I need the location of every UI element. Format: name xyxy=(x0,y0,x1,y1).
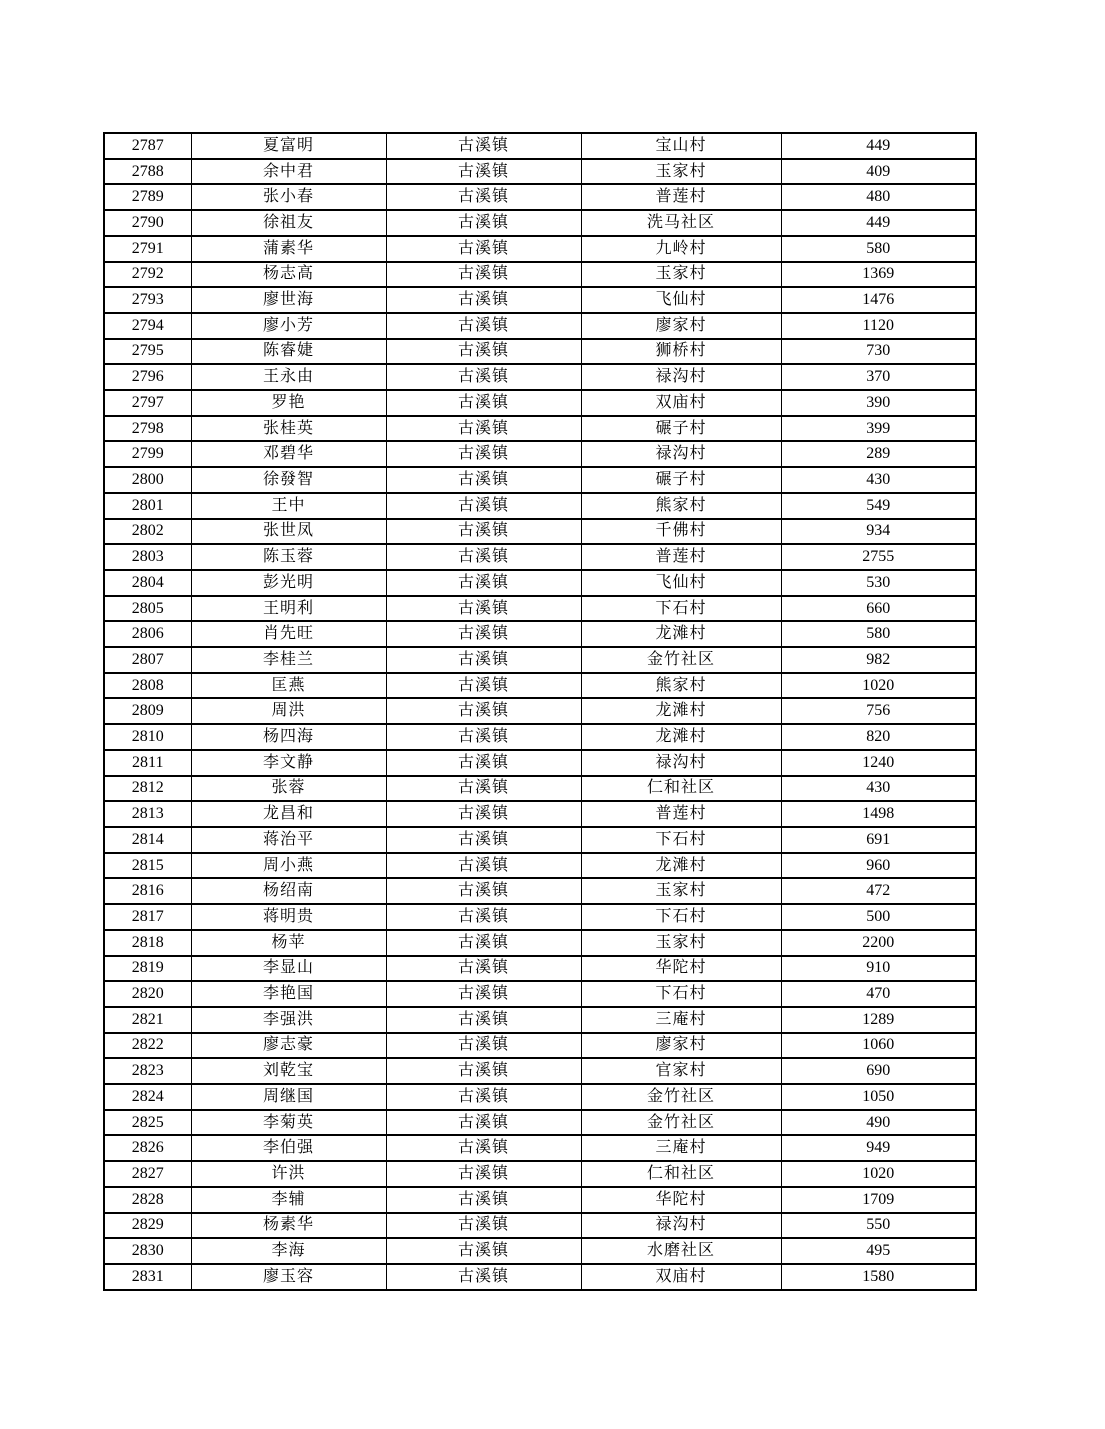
cell-amount: 1050 xyxy=(781,1084,976,1110)
cell-village: 禄沟村 xyxy=(581,364,781,390)
cell-town: 古溪镇 xyxy=(386,1264,581,1290)
table-row xyxy=(104,1135,976,1161)
cell-village: 水磨社区 xyxy=(581,1238,781,1264)
cell-town: 古溪镇 xyxy=(386,1033,581,1059)
cell-amount: 1120 xyxy=(781,313,976,339)
table-row xyxy=(104,159,976,185)
table-row xyxy=(104,904,976,930)
table-row xyxy=(104,364,976,390)
cell-town: 古溪镇 xyxy=(386,853,581,879)
cell-serial: 2824 xyxy=(104,1084,191,1110)
cell-town: 古溪镇 xyxy=(386,673,581,699)
cell-amount: 550 xyxy=(781,1213,976,1239)
cell-serial: 2792 xyxy=(104,262,191,288)
cell-village: 禄沟村 xyxy=(581,1213,781,1239)
cell-town: 古溪镇 xyxy=(386,210,581,236)
cell-name: 张桂英 xyxy=(191,416,386,442)
cell-amount: 910 xyxy=(781,956,976,982)
table-row xyxy=(104,647,976,673)
table-row xyxy=(104,596,976,622)
cell-name: 李伯强 xyxy=(191,1135,386,1161)
table-row xyxy=(104,416,976,442)
cell-amount: 289 xyxy=(781,441,976,467)
table-row xyxy=(104,1238,976,1264)
cell-serial: 2788 xyxy=(104,159,191,185)
cell-town: 古溪镇 xyxy=(386,339,581,365)
table-row xyxy=(104,236,976,262)
cell-amount: 430 xyxy=(781,467,976,493)
cell-village: 龙滩村 xyxy=(581,724,781,750)
table-row xyxy=(104,1264,976,1290)
table-row xyxy=(104,956,976,982)
table-row xyxy=(104,339,976,365)
table-row xyxy=(104,853,976,879)
cell-amount: 949 xyxy=(781,1135,976,1161)
cell-amount: 1020 xyxy=(781,673,976,699)
records-table-body xyxy=(104,133,976,1290)
cell-village: 下石村 xyxy=(581,904,781,930)
cell-name: 龙昌和 xyxy=(191,801,386,827)
cell-name: 陈睿婕 xyxy=(191,339,386,365)
cell-town: 古溪镇 xyxy=(386,801,581,827)
cell-serial: 2828 xyxy=(104,1187,191,1213)
cell-town: 古溪镇 xyxy=(386,956,581,982)
cell-serial: 2809 xyxy=(104,698,191,724)
cell-name: 罗艳 xyxy=(191,390,386,416)
cell-town: 古溪镇 xyxy=(386,390,581,416)
cell-name: 李文静 xyxy=(191,750,386,776)
cell-name: 刘乾宝 xyxy=(191,1058,386,1084)
cell-serial: 2820 xyxy=(104,981,191,1007)
cell-serial: 2814 xyxy=(104,827,191,853)
cell-village: 普莲村 xyxy=(581,184,781,210)
cell-amount: 470 xyxy=(781,981,976,1007)
table-row xyxy=(104,1007,976,1033)
cell-village: 玉家村 xyxy=(581,878,781,904)
cell-name: 许洪 xyxy=(191,1161,386,1187)
cell-amount: 390 xyxy=(781,390,976,416)
cell-name: 廖玉容 xyxy=(191,1264,386,1290)
cell-serial: 2808 xyxy=(104,673,191,699)
cell-amount: 730 xyxy=(781,339,976,365)
table-row xyxy=(104,1033,976,1059)
cell-village: 下石村 xyxy=(581,827,781,853)
table-row xyxy=(104,210,976,236)
cell-town: 古溪镇 xyxy=(386,287,581,313)
cell-town: 古溪镇 xyxy=(386,416,581,442)
cell-serial: 2791 xyxy=(104,236,191,262)
cell-village: 龙滩村 xyxy=(581,621,781,647)
cell-amount: 1498 xyxy=(781,801,976,827)
table-row xyxy=(104,519,976,545)
cell-serial: 2802 xyxy=(104,519,191,545)
cell-town: 古溪镇 xyxy=(386,441,581,467)
cell-town: 古溪镇 xyxy=(386,1084,581,1110)
cell-name: 周继国 xyxy=(191,1084,386,1110)
cell-name: 杨志高 xyxy=(191,262,386,288)
cell-town: 古溪镇 xyxy=(386,1238,581,1264)
cell-amount: 982 xyxy=(781,647,976,673)
cell-town: 古溪镇 xyxy=(386,647,581,673)
cell-amount: 580 xyxy=(781,621,976,647)
cell-town: 古溪镇 xyxy=(386,1058,581,1084)
cell-serial: 2831 xyxy=(104,1264,191,1290)
cell-name: 余中君 xyxy=(191,159,386,185)
cell-amount: 1580 xyxy=(781,1264,976,1290)
cell-serial: 2811 xyxy=(104,750,191,776)
cell-amount: 756 xyxy=(781,698,976,724)
cell-amount: 690 xyxy=(781,1058,976,1084)
cell-serial: 2806 xyxy=(104,621,191,647)
cell-amount: 1060 xyxy=(781,1033,976,1059)
cell-name: 李菊英 xyxy=(191,1110,386,1136)
records-table xyxy=(103,132,977,1291)
cell-amount: 495 xyxy=(781,1238,976,1264)
cell-name: 徐發智 xyxy=(191,467,386,493)
cell-serial: 2787 xyxy=(104,133,191,159)
cell-name: 蒋治平 xyxy=(191,827,386,853)
cell-village: 飞仙村 xyxy=(581,570,781,596)
cell-village: 仁和社区 xyxy=(581,1161,781,1187)
cell-amount: 1289 xyxy=(781,1007,976,1033)
cell-town: 古溪镇 xyxy=(386,1213,581,1239)
cell-amount: 691 xyxy=(781,827,976,853)
cell-town: 古溪镇 xyxy=(386,1135,581,1161)
table-row xyxy=(104,313,976,339)
cell-town: 古溪镇 xyxy=(386,236,581,262)
table-row xyxy=(104,1213,976,1239)
cell-name: 匡燕 xyxy=(191,673,386,699)
cell-name: 李显山 xyxy=(191,956,386,982)
cell-village: 玉家村 xyxy=(581,159,781,185)
cell-serial: 2794 xyxy=(104,313,191,339)
cell-village: 龙滩村 xyxy=(581,853,781,879)
cell-town: 古溪镇 xyxy=(386,493,581,519)
cell-name: 张蓉 xyxy=(191,776,386,802)
cell-village: 宝山村 xyxy=(581,133,781,159)
cell-amount: 1476 xyxy=(781,287,976,313)
cell-serial: 2790 xyxy=(104,210,191,236)
table-row xyxy=(104,1110,976,1136)
cell-town: 古溪镇 xyxy=(386,981,581,1007)
cell-serial: 2804 xyxy=(104,570,191,596)
table-row xyxy=(104,724,976,750)
cell-town: 古溪镇 xyxy=(386,1187,581,1213)
cell-serial: 2822 xyxy=(104,1033,191,1059)
cell-town: 古溪镇 xyxy=(386,596,581,622)
cell-village: 千佛村 xyxy=(581,519,781,545)
cell-name: 周小燕 xyxy=(191,853,386,879)
cell-amount: 1709 xyxy=(781,1187,976,1213)
cell-serial: 2818 xyxy=(104,930,191,956)
cell-serial: 2826 xyxy=(104,1135,191,1161)
cell-amount: 1369 xyxy=(781,262,976,288)
cell-town: 古溪镇 xyxy=(386,313,581,339)
table-row xyxy=(104,698,976,724)
cell-name: 蒲素华 xyxy=(191,236,386,262)
cell-village: 仁和社区 xyxy=(581,776,781,802)
cell-amount: 820 xyxy=(781,724,976,750)
cell-town: 古溪镇 xyxy=(386,750,581,776)
cell-town: 古溪镇 xyxy=(386,133,581,159)
cell-amount: 580 xyxy=(781,236,976,262)
cell-village: 官家村 xyxy=(581,1058,781,1084)
cell-amount: 1240 xyxy=(781,750,976,776)
cell-town: 古溪镇 xyxy=(386,159,581,185)
cell-name: 杨四海 xyxy=(191,724,386,750)
cell-town: 古溪镇 xyxy=(386,364,581,390)
cell-serial: 2812 xyxy=(104,776,191,802)
cell-name: 杨苹 xyxy=(191,930,386,956)
cell-town: 古溪镇 xyxy=(386,776,581,802)
cell-village: 下石村 xyxy=(581,596,781,622)
table-row xyxy=(104,544,976,570)
cell-serial: 2799 xyxy=(104,441,191,467)
table-row xyxy=(104,1187,976,1213)
table-row xyxy=(104,390,976,416)
cell-village: 熊家村 xyxy=(581,493,781,519)
cell-serial: 2823 xyxy=(104,1058,191,1084)
cell-name: 廖小芳 xyxy=(191,313,386,339)
cell-town: 古溪镇 xyxy=(386,827,581,853)
table-row xyxy=(104,133,976,159)
cell-name: 廖志豪 xyxy=(191,1033,386,1059)
table-row xyxy=(104,878,976,904)
cell-name: 李强洪 xyxy=(191,1007,386,1033)
cell-serial: 2819 xyxy=(104,956,191,982)
cell-serial: 2798 xyxy=(104,416,191,442)
cell-village: 双庙村 xyxy=(581,1264,781,1290)
cell-amount: 1020 xyxy=(781,1161,976,1187)
cell-town: 古溪镇 xyxy=(386,621,581,647)
cell-name: 杨素华 xyxy=(191,1213,386,1239)
cell-town: 古溪镇 xyxy=(386,1161,581,1187)
cell-town: 古溪镇 xyxy=(386,262,581,288)
cell-town: 古溪镇 xyxy=(386,467,581,493)
table-row xyxy=(104,750,976,776)
cell-name: 王永由 xyxy=(191,364,386,390)
table-row xyxy=(104,493,976,519)
cell-amount: 472 xyxy=(781,878,976,904)
cell-serial: 2825 xyxy=(104,1110,191,1136)
cell-serial: 2829 xyxy=(104,1213,191,1239)
cell-village: 三庵村 xyxy=(581,1135,781,1161)
cell-serial: 2796 xyxy=(104,364,191,390)
cell-serial: 2810 xyxy=(104,724,191,750)
cell-amount: 960 xyxy=(781,853,976,879)
cell-serial: 2801 xyxy=(104,493,191,519)
cell-serial: 2807 xyxy=(104,647,191,673)
cell-village: 普莲村 xyxy=(581,544,781,570)
cell-serial: 2803 xyxy=(104,544,191,570)
cell-village: 禄沟村 xyxy=(581,750,781,776)
cell-name: 张小春 xyxy=(191,184,386,210)
cell-name: 夏富明 xyxy=(191,133,386,159)
cell-amount: 549 xyxy=(781,493,976,519)
cell-serial: 2805 xyxy=(104,596,191,622)
cell-village: 普莲村 xyxy=(581,801,781,827)
cell-serial: 2797 xyxy=(104,390,191,416)
cell-name: 蒋明贵 xyxy=(191,904,386,930)
cell-name: 邓碧华 xyxy=(191,441,386,467)
table-row xyxy=(104,184,976,210)
cell-village: 禄沟村 xyxy=(581,441,781,467)
cell-name: 肖先旺 xyxy=(191,621,386,647)
cell-serial: 2795 xyxy=(104,339,191,365)
cell-serial: 2793 xyxy=(104,287,191,313)
cell-village: 熊家村 xyxy=(581,673,781,699)
table-row xyxy=(104,570,976,596)
table-row xyxy=(104,673,976,699)
table-row xyxy=(104,1058,976,1084)
cell-name: 杨绍南 xyxy=(191,878,386,904)
cell-town: 古溪镇 xyxy=(386,698,581,724)
table-row xyxy=(104,827,976,853)
cell-name: 李辅 xyxy=(191,1187,386,1213)
cell-name: 李艳国 xyxy=(191,981,386,1007)
cell-amount: 2200 xyxy=(781,930,976,956)
cell-amount: 490 xyxy=(781,1110,976,1136)
table-row xyxy=(104,441,976,467)
cell-amount: 409 xyxy=(781,159,976,185)
cell-village: 玉家村 xyxy=(581,930,781,956)
cell-town: 古溪镇 xyxy=(386,184,581,210)
cell-amount: 530 xyxy=(781,570,976,596)
cell-amount: 449 xyxy=(781,210,976,236)
cell-serial: 2830 xyxy=(104,1238,191,1264)
table-row xyxy=(104,467,976,493)
cell-town: 古溪镇 xyxy=(386,570,581,596)
cell-name: 李海 xyxy=(191,1238,386,1264)
cell-name: 廖世海 xyxy=(191,287,386,313)
table-row xyxy=(104,981,976,1007)
cell-village: 玉家村 xyxy=(581,262,781,288)
cell-name: 徐祖友 xyxy=(191,210,386,236)
cell-village: 九岭村 xyxy=(581,236,781,262)
table-row xyxy=(104,776,976,802)
cell-name: 王中 xyxy=(191,493,386,519)
cell-village: 金竹社区 xyxy=(581,1110,781,1136)
cell-village: 龙滩村 xyxy=(581,698,781,724)
cell-town: 古溪镇 xyxy=(386,1110,581,1136)
cell-village: 华陀村 xyxy=(581,1187,781,1213)
cell-village: 狮桥村 xyxy=(581,339,781,365)
table-row xyxy=(104,262,976,288)
cell-village: 双庙村 xyxy=(581,390,781,416)
cell-village: 廖家村 xyxy=(581,313,781,339)
table-row xyxy=(104,287,976,313)
cell-amount: 480 xyxy=(781,184,976,210)
cell-village: 碾子村 xyxy=(581,416,781,442)
cell-serial: 2827 xyxy=(104,1161,191,1187)
table-row xyxy=(104,1161,976,1187)
cell-town: 古溪镇 xyxy=(386,930,581,956)
cell-name: 张世凤 xyxy=(191,519,386,545)
table-row xyxy=(104,621,976,647)
cell-town: 古溪镇 xyxy=(386,904,581,930)
cell-serial: 2816 xyxy=(104,878,191,904)
cell-village: 飞仙村 xyxy=(581,287,781,313)
table-row xyxy=(104,1084,976,1110)
cell-serial: 2815 xyxy=(104,853,191,879)
table-row xyxy=(104,801,976,827)
cell-village: 下石村 xyxy=(581,981,781,1007)
cell-town: 古溪镇 xyxy=(386,1007,581,1033)
cell-amount: 370 xyxy=(781,364,976,390)
cell-town: 古溪镇 xyxy=(386,724,581,750)
cell-village: 三庵村 xyxy=(581,1007,781,1033)
cell-serial: 2800 xyxy=(104,467,191,493)
cell-town: 古溪镇 xyxy=(386,544,581,570)
cell-village: 金竹社区 xyxy=(581,1084,781,1110)
cell-amount: 660 xyxy=(781,596,976,622)
table-row xyxy=(104,930,976,956)
cell-serial: 2821 xyxy=(104,1007,191,1033)
cell-village: 金竹社区 xyxy=(581,647,781,673)
cell-name: 李桂兰 xyxy=(191,647,386,673)
cell-amount: 934 xyxy=(781,519,976,545)
cell-town: 古溪镇 xyxy=(386,878,581,904)
cell-name: 彭光明 xyxy=(191,570,386,596)
cell-village: 洗马社区 xyxy=(581,210,781,236)
cell-amount: 430 xyxy=(781,776,976,802)
cell-amount: 500 xyxy=(781,904,976,930)
cell-village: 碾子村 xyxy=(581,467,781,493)
cell-name: 周洪 xyxy=(191,698,386,724)
cell-serial: 2789 xyxy=(104,184,191,210)
cell-amount: 2755 xyxy=(781,544,976,570)
cell-town: 古溪镇 xyxy=(386,519,581,545)
cell-amount: 449 xyxy=(781,133,976,159)
cell-name: 陈玉蓉 xyxy=(191,544,386,570)
cell-name: 王明利 xyxy=(191,596,386,622)
cell-serial: 2813 xyxy=(104,801,191,827)
cell-village: 华陀村 xyxy=(581,956,781,982)
cell-serial: 2817 xyxy=(104,904,191,930)
cell-village: 廖家村 xyxy=(581,1033,781,1059)
cell-amount: 399 xyxy=(781,416,976,442)
